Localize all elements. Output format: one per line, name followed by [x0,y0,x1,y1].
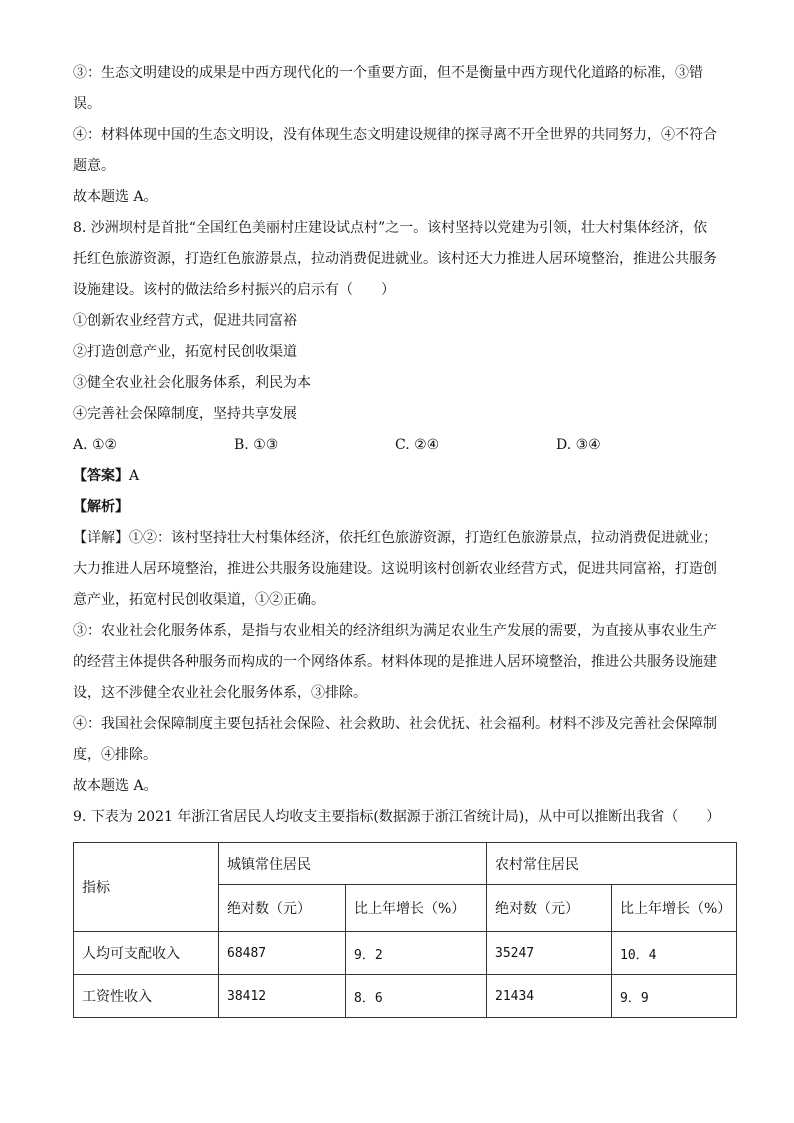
option-c: C. ②④ [395,437,440,453]
text-line: 题意。 [73,158,115,174]
urban-growth: 9．2 [346,932,487,975]
answer-value: A [129,468,140,484]
header-urban-growth: 比上年增长（%） [346,885,487,932]
question-8-stem: 托红色旅游资源，打造红色旅游景点，拉动消费促进就业。该村还大力推进人居环境整治，推进公共服务 [73,251,717,267]
table-row [74,975,737,1018]
question-9-stem: 9. 下表为 2021 年浙江省居民人均收支主要指标(数据源于浙江省统计局)，从中可以推断出我省（ ） [73,809,721,825]
question-8-stem: 8. 沙洲坝村是首批“全国红色美丽村庄建设试点村”之一。该村坚持以党建为引领，壮大村集体经济，依 [73,220,708,236]
header-urban: 城镇常住居民 [219,843,487,885]
urban-abs: 38412 [219,975,346,1018]
table-row [74,932,737,975]
option-d: D. ③④ [556,437,601,453]
rural-growth: 9．9 [612,975,737,1018]
question-8-stem: 设施建设。该村的做法给乡村振兴的启示有（ ） [73,282,395,298]
detail-line: 意产业，拓宽村民创收渠道，①②正确。 [73,592,325,608]
answer-tag: 【答案】 [73,468,129,484]
urban-growth: 8．6 [346,975,487,1018]
text-line: ④：材料体现中国的生态文明设，没有体现生态文明建设规律的探寻离不开全世界的共同努力，④不符合 [73,127,717,143]
detail-line: ④：我国社会保障制度主要包括社会保险、社会救助、社会优抚、社会福利。材料不涉及完善社会保障制 [73,716,717,732]
rural-abs: 35247 [487,932,612,975]
detail-line [73,523,723,554]
detail-line: 大力推进人居环境整治，推进公共服务设施建设。这说明该村创新农业经营方式，促进共同富裕，打造创 [73,561,717,577]
urban-abs: 68487 [219,932,346,975]
option-b: B. ①③ [234,437,279,453]
statement-item: ②打造创意产业，拓宽村民创收渠道 [73,344,297,360]
analysis-tag: 【解析】 [73,499,129,515]
income-table [73,842,737,1018]
header-indicator: 指标 [74,843,219,932]
answer-options [73,430,723,461]
detail-line: 设，这不涉健全农业社会化服务体系，③排除。 [73,685,367,701]
statement-item: ④完善社会保障制度，坚持共享发展 [73,406,297,422]
document-page [73,58,723,833]
header-rural-abs: 绝对数（元） [487,885,612,932]
option-a: A. ①② [73,437,118,453]
rural-growth: 10．4 [612,932,737,975]
detail-tag: 【详解】 [73,530,129,546]
header-rural: 农村常住居民 [487,843,737,885]
statement-item: ①创新农业经营方式，促进共同富裕 [73,313,297,329]
analysis-line [73,492,723,523]
text-line: 故本题选 A。 [73,189,158,205]
answer-line [73,461,723,492]
detail-line: 度，④排除。 [73,747,157,763]
header-rural-growth: 比上年增长（%） [612,885,737,932]
detail-text: ①②：该村坚持壮大村集体经济，依托红色旅游资源，打造红色旅游景点，拉动消费促进就业； [129,530,717,546]
text-line: 误。 [73,96,101,112]
rural-abs: 21434 [487,975,612,1018]
row-name: 工资性收入 [74,975,219,1018]
detail-line: 的经营主体提供各种服务而构成的一个网络体系。材料体现的是推进人居环境整治，推进公共服务设施建 [73,654,717,670]
statement-item: ③健全农业社会化服务体系，利民为本 [73,375,311,391]
text-line: ③：生态文明建设的成果是中西方现代化的一个重要方面，但不是衡量中西方现代化道路的标准，③错 [73,65,703,81]
row-name: 人均可支配收入 [74,932,219,975]
header-urban-abs: 绝对数（元） [219,885,346,932]
detail-line: ③：农业社会化服务体系，是指与农业相关的经济组织为满足农业生产发展的需要，为直接从事农业生产 [73,623,717,639]
detail-line: 故本题选 A。 [73,778,158,794]
